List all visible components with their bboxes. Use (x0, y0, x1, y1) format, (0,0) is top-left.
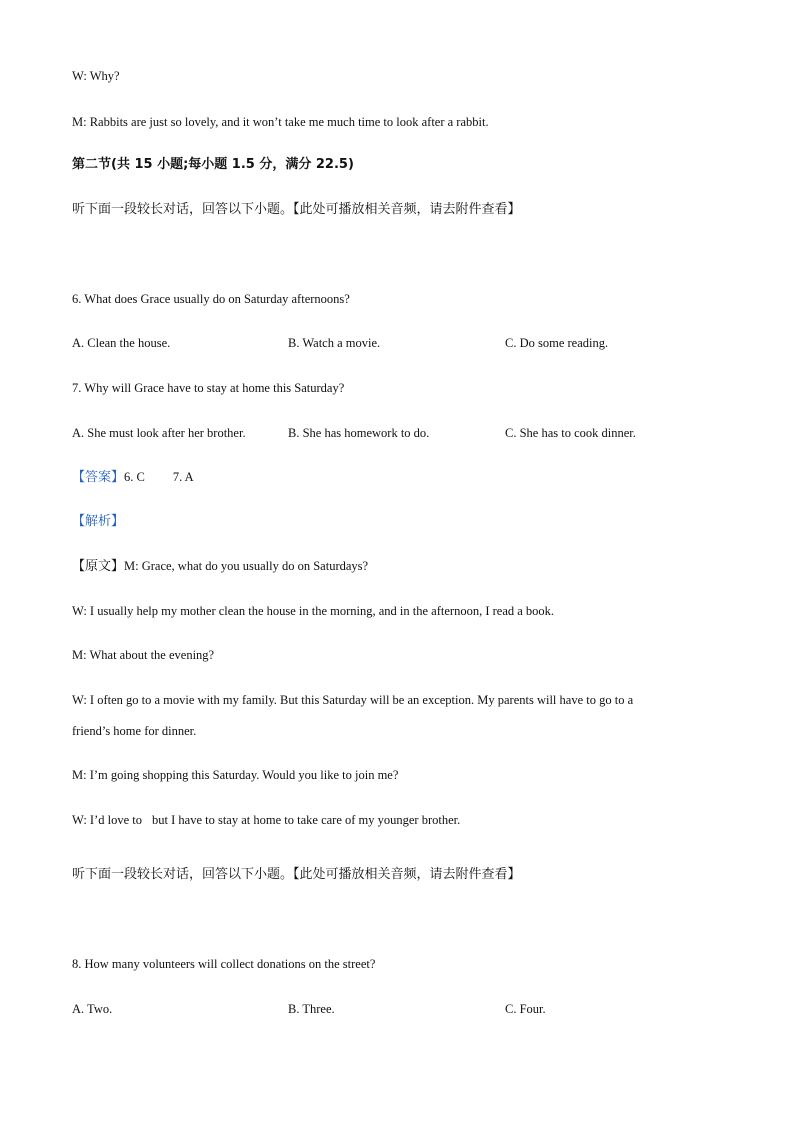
option-c: C. Do some reading. (505, 336, 609, 350)
question-7: 7. Why will Grace have to stay at home this Saturday? (72, 381, 345, 395)
option-a: A. Clean the house. (72, 336, 171, 350)
option-c: C. She has to cook dinner. (505, 426, 636, 440)
transcript-line-6-part1: W: I’d love to (72, 813, 143, 827)
answer-6: 6. C (124, 470, 145, 484)
answer-label: 【答案】 (72, 470, 125, 485)
listening-instruction-2: 听下面一段较长对话，回答以下小题。【此处可播放相关音频，请去附件查看】 (72, 867, 521, 882)
answer-line (72, 469, 194, 486)
option-b: B. Watch a movie. (288, 336, 381, 350)
option-b: B. Three. (288, 1002, 335, 1016)
option-b: B. She has homework to do. (288, 426, 430, 440)
transcript-line-4: W: I often go to a movie with my family. But this Saturday will be an exception. My parents will have to go to a (72, 693, 634, 707)
dialogue-line-w-why: W: Why? (72, 69, 120, 83)
transcript-line-4-cont: friend’s home for dinner. (72, 724, 197, 738)
transcript-text: M: Grace, what do you usually do on Saturdays? (124, 559, 369, 573)
transcript-line-3: M: What about the evening? (72, 648, 215, 662)
question-6: 6. What does Grace usually do on Saturday afternoons? (72, 292, 350, 306)
dialogue-line-m-rabbits: M: Rabbits are just so lovely, and it won’t take me much time to look after a rabbit. (72, 115, 489, 129)
listening-instruction: 听下面一段较长对话，回答以下小题。【此处可播放相关音频，请去附件查看】 (72, 202, 521, 217)
analysis-label: 【解析】 (72, 514, 125, 529)
question-8: 8. How many volunteers will collect donations on the street? (72, 957, 376, 971)
option-c: C. Four. (505, 1002, 546, 1016)
option-a: A. She must look after her brother. (72, 426, 246, 440)
option-a: A. Two. (72, 1002, 113, 1016)
transcript-line-5: M: I’m going shopping this Saturday. Would you like to join me? (72, 768, 399, 782)
transcript-line-1 (72, 558, 368, 575)
transcript-line-6-part2: but I have to stay at home to take care of my younger brother. (152, 813, 461, 827)
transcript-label: 【原文】 (72, 559, 125, 574)
transcript-line-2: W: I usually help my mother clean the house in the morning, and in the afternoon, I read a book. (72, 604, 555, 618)
section-heading: 第二节(共 15 小题;每小题 1.5 分，满分 22.5) (72, 157, 354, 172)
transcript-line-6 (72, 812, 460, 828)
answer-7: 7. A (172, 470, 194, 484)
